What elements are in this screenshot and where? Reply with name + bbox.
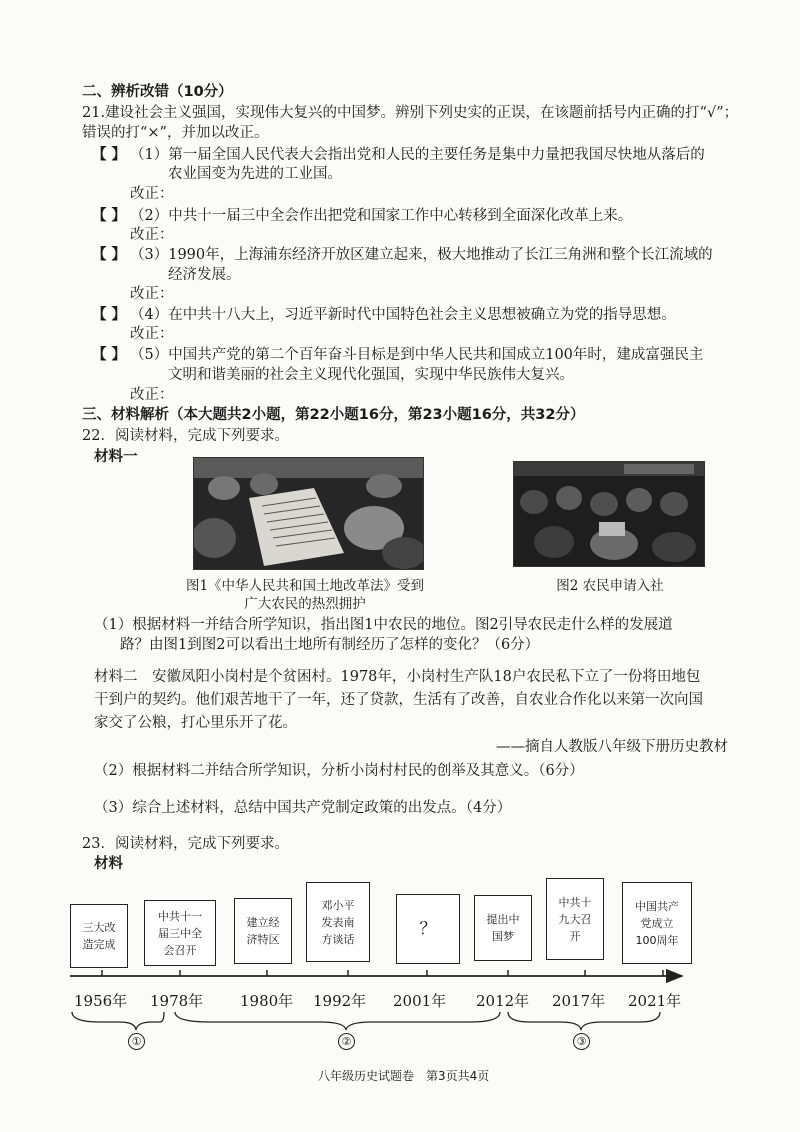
fig1-caption-line1: 图1《中华人民共和国土地改革法》受到: [185, 578, 425, 594]
correction-label-1: 改正：: [130, 186, 174, 202]
item4-line1: （4）在中共十八大上，习近平新时代中国特色社会主义思想被确立为党的指导思想。: [130, 307, 676, 323]
material1-label: 材料一: [94, 449, 138, 465]
material2-line2: 干到户的契约。他们艰苦地干了一年，还了贷款，生活有了改善，自农业合作化以来第一次向国: [94, 692, 703, 708]
answer-bracket-5[interactable]: 【 】: [92, 347, 127, 363]
answer-bracket-4[interactable]: 【 】: [92, 307, 127, 323]
period-marker-3: ③: [573, 1033, 590, 1050]
year-2001: 2001年: [393, 992, 447, 1010]
year-1992: 1992年: [313, 992, 367, 1010]
section2-title: 二、辨析改错（10分）: [82, 84, 233, 100]
event-box-1978: 中共十一 届三中全 会召开: [144, 900, 216, 966]
event-box-2021: 中国共产 党成立 100周年: [622, 882, 692, 964]
event-box-1956: 三大改 造完成: [70, 904, 128, 968]
material2-line3: 家交了公粮，打心里乐开了花。: [94, 715, 297, 731]
section3-title: 三、材料解析（本大题共2小题，第22小题16分，第23小题16分，共32分）: [82, 407, 585, 423]
event-box-1992: 邓小平 发表南 方谈话: [306, 882, 370, 962]
q23-stem: 23．阅读材料，完成下列要求。: [82, 836, 289, 852]
q23-material-label: 材料: [94, 856, 123, 872]
fig1-caption-line2: 广大农民的热烈拥护: [244, 596, 366, 612]
q22-part2: （2）根据材料二并结合所学知识，分析小岗村村民的创举及其意义。（6分）: [94, 763, 584, 779]
q22-part1-line1: （1）根据材料一并结合所学知识，指出图1中农民的地位。图2引导农民走什么样的发展道: [94, 617, 673, 633]
item3-line1: （3）1990年，上海浦东经济开放区建立起来，极大地推动了长江三角洲和整个长江流域的: [130, 247, 713, 263]
item5-line1: （5）中国共产党的第二个百年奋斗目标是到中华人民共和国成立100年时，建成富强民主: [130, 347, 704, 363]
answer-bracket-2[interactable]: 【 】: [92, 208, 127, 224]
page-footer: 八年级历史试题卷 第3页共4页: [318, 1069, 490, 1083]
correction-label-3: 改正：: [130, 286, 174, 302]
q22-stem: 22．阅读材料，完成下列要求。: [82, 428, 289, 444]
year-2012: 2012年: [476, 992, 530, 1010]
event-box-1980: 建立经 济特区: [234, 898, 292, 964]
material2-source: ——摘自人教版八年级下册历史教材: [496, 739, 728, 755]
event-box-2012: 提出中 国梦: [474, 895, 532, 961]
item1-line1: （1）第一届全国人民代表大会指出党和人民的主要任务是集中力量把我国尽快地从落后的: [130, 147, 705, 163]
q21-stem-line1: 21.建设社会主义强国，实现伟大复兴的中国梦。辨别下列史实的正误，在该题前括号内正确的打“√”；: [82, 105, 739, 121]
year-2017: 2017年: [552, 992, 606, 1010]
event-box-2017: 中共十 九大召 开: [546, 878, 604, 960]
year-1956: 1956年: [74, 992, 128, 1010]
year-1978: 1978年: [150, 992, 204, 1010]
correction-label-4: 改正：: [130, 326, 174, 342]
event-box-2001-unknown: ？: [396, 894, 460, 964]
fig2-caption: 图2 农民申请入社: [556, 578, 664, 594]
period-marker-2: ②: [338, 1033, 355, 1050]
correction-label-2: 改正：: [130, 227, 174, 243]
item3-line2: 经济发展。: [168, 267, 241, 283]
year-1980: 1980年: [240, 992, 294, 1010]
q22-part1-line2: 路？由图1到图2可以看出土地所有制经历了怎样的变化？（6分）: [120, 637, 540, 653]
item2-line1: （2）中共十一届三中全会作出把党和国家工作中心转移到全面深化改革上来。: [130, 208, 633, 224]
answer-bracket-3[interactable]: 【 】: [92, 247, 127, 263]
land-reform-photo: [193, 457, 424, 570]
q21-stem-line2: 错误的打“×”，并加以改正。: [82, 125, 269, 141]
q22-part3: （3）综合上述材料，总结中国共产党制定政策的出发点。（4分）: [94, 800, 512, 816]
year-2021: 2021年: [628, 992, 682, 1010]
item5-line2: 文明和谐美丽的社会主义现代化强国，实现中华民族伟大复兴。: [168, 367, 574, 383]
answer-bracket-1[interactable]: 【 】: [92, 147, 127, 163]
period-marker-1: ①: [128, 1033, 145, 1050]
material2-line1: 材料二 安徽凤阳小岗村是个贫困村。1978年，小岗村生产队18户农民私下立了一份将田地包: [94, 669, 701, 685]
cooperative-photo: [513, 461, 705, 567]
correction-label-5: 改正：: [130, 387, 174, 403]
item1-line2: 农业国变为先进的工业国。: [168, 166, 342, 182]
